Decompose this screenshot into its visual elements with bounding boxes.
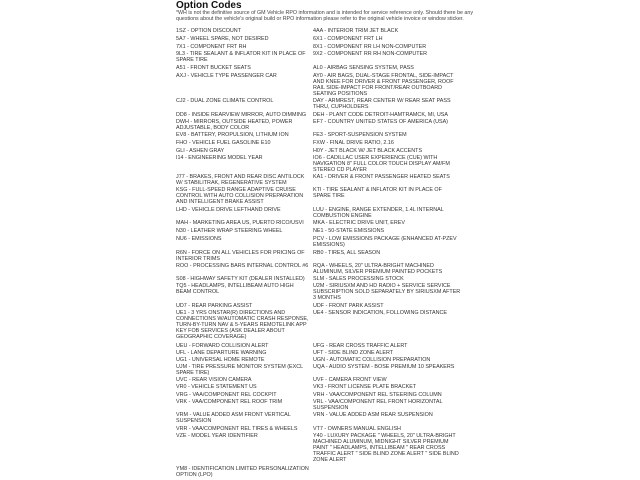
option-code-right: MKA - ELECTRIC DRIVE UNIT, EREV: [313, 220, 405, 226]
option-code-right: VRH - VAA/COMPONENT REL STEERING COLUMN: [313, 392, 442, 398]
option-code-left: EV8 - BATTERY, PROPULSION, LITHIUM ION: [176, 132, 289, 138]
option-code-left: DWH - MIRRORS, OUTSIDE HEATED, POWER ADJUSTABLE, BODY COLOR: [176, 119, 294, 131]
option-code-right: UDF - FRONT PARK ASSIST: [313, 303, 384, 309]
option-code-left: VRG - VAA/COMPONENT REL COCKPIT: [176, 392, 277, 398]
option-code-left: YM8 - IDENTIFICATION LIMITED PERSONALIZATION OPTION (LPO): [176, 466, 311, 478]
option-code-right: U2M - SIRIUSXM AND HD RADIO + SERVICE SERVICE SUBSCRIPTION SOLD SEPARATELY BY SIRIUSXM AFTER 3 MONTHS: [313, 283, 462, 301]
option-code-left: R6N - FORCE ON ALL VEHICLES FOR PRICING OF INTERIOR TRIMS: [176, 250, 307, 262]
option-code-left: UEU - FORWARD COLLISION ALERT: [176, 343, 269, 349]
option-code-left: VRM - VALUE ADDED ASM FRONT VERTICAL SUSPENSION: [176, 412, 293, 424]
option-code-right: UVF - CAMERA FRONT VIEW: [313, 377, 387, 383]
option-code-right: UFT - SIDE BLIND ZONE ALERT: [313, 350, 394, 356]
option-code-left: AXJ - VEHICLE TYPE PASSENGER CAR: [176, 73, 277, 79]
option-code-right: EF7 - COUNTRY UNITED STATES OF AMERICA (USA): [313, 119, 448, 125]
option-code-right: 9X2 - COMPONENT RR RH NON-COMPUTER: [313, 51, 428, 57]
option-code-left: VR0 - VEHICLE STATEMENT US: [176, 384, 257, 390]
option-code-right: SLM - SALES PROCESSING STOCK: [313, 276, 404, 282]
option-code-left: UJM - TIRE PRESSURE MONITOR SYSTEM (EXCL SPARE TIRE): [176, 364, 305, 376]
option-code-left: UE1 - 3 YRS ONSTAR(R) DIRECTIONS AND CONNECTIONS W/AUTOMATIC CRASH RESPONSE, TURN-BY-TURN NAV & 5-YEARS REMOTELINK APP KEY FOB SERVICES (ASK DEALER ABOUT GEOGRAPHIC COVERAGE): [176, 310, 310, 340]
option-code-right: 6X1 - COMPONENT FRT LH: [313, 36, 383, 42]
option-code-left: UVC - REAR VISION CAMERA: [176, 377, 252, 383]
option-code-right: 4AA - INTERIOR TRIM JET BLACK: [313, 28, 399, 34]
option-code-right: PCV - LOW EMISSIONS PACKAGE (ENHANCED AT-PZEV EMISSIONS): [313, 236, 459, 248]
page-title: Option Codes: [176, 0, 242, 11]
option-code-right: VRN - VALUE ADDED ASM REAR SUSPENSION: [313, 412, 433, 418]
option-code-right: DEH - PLANT CODE DETROIT-HAMTRAMCK, MI, USA: [313, 112, 448, 118]
option-code-right: H0Y - JET BLACK W/ JET BLACK ACCENTS: [313, 148, 423, 154]
option-code-right: FXW - FINAL DRIVE RATIO, 2.16: [313, 140, 394, 146]
option-code-right: AY0 - AIR BAGS, DUAL-STAGE FRONTAL, SIDE-IMPACT AND KNEE FOR DRIVER & FRONT PASSENGER, ROOF RAIL SIDE-IMPACT FOR FRONT/REAR OUTBOARD SEATING POSITIONS: [313, 73, 456, 97]
option-code-left: GLI - ASHEN GRAY: [176, 148, 225, 154]
option-code-left: UD7 - REAR PARKING ASSIST: [176, 303, 253, 309]
disclaimer-text: *WH is not the definitive source of GM Vehicle RPO information and is intended for service reference only. Should there be any questions about the vehicle's original build or RPO information please refer to the original vehicle invoice or window sticker.: [176, 10, 473, 22]
option-code-left: 5A7 - WHEEL SPARE, NOT DESIRED: [176, 36, 269, 42]
option-code-left: S08 - HIGHWAY SAFETY KIT (DEALER INSTALLED): [176, 276, 305, 282]
option-code-right: UQA - AUDIO SYSTEM - BOSE PREMIUM 10 SPEAKERS: [313, 364, 455, 370]
option-code-left: UG1 - UNIVERSAL HOME REMOTE: [176, 357, 265, 363]
option-code-left: ROO - PROCESSING BARS INTERNAL CONTROL #6: [176, 263, 309, 269]
option-code-left: I14 - ENGINEERING MODEL YEAR: [176, 155, 263, 161]
option-code-right: AL0 - AIRBAG SENSING SYSTEM, PASS: [313, 65, 414, 71]
option-code-left: LHD - VEHICLE DRIVE LEFTHAND DRIVE: [176, 207, 281, 213]
option-code-right: VT7 - OWNERS MANUAL ENGLISH: [313, 426, 401, 432]
option-code-right: UE4 - SENSOR INDICATION, FOLLOWING DISTANCE: [313, 310, 447, 316]
option-code-right: VRL - VAA/COMPONENT REL FRONT HORIZONTAL SUSPENSION: [313, 399, 444, 411]
option-code-right: FE3 - SPORT-SUSPENSION SYSTEM: [313, 132, 407, 138]
option-code-left: DD8 - INSIDE REARVIEW MIRROR, AUTO DIMMING: [176, 112, 307, 118]
option-code-right: KA1 - DRIVER & FRONT PASSENGER HEATED SEATS: [313, 174, 450, 180]
option-code-right: RQA - WHEELS, 20" ULTRA-BRIGHT MACHINED ALUMINUM, SILVER PREMIUM PAINTED POCKETS: [313, 263, 443, 275]
option-code-right: KTI - TIRE SEALANT & INFLATOR KIT IN PLACE OF SPARE TIRE: [313, 187, 444, 199]
option-code-left: NU6 - EMISSIONS: [176, 236, 222, 242]
option-code-left: KSG - FULL-SPEED RANGE ADAPTIVE CRUISE CONTROL WITH AUTO COLLISION PREPARATION AND INTELLIGENT BRAKE ASSIST: [176, 187, 305, 205]
option-code-left: 7X1 - COMPONENT FRT RH: [176, 44, 247, 50]
option-code-left: TQ5 - HEADLAMPS, INTELLIBEAM AUTO HIGH BEAM CONTROL: [176, 283, 296, 295]
option-code-left: VRK - VAA/COMPONENT REL ROOF TRIM: [176, 399, 283, 405]
option-code-left: VZE - MODEL YEAR IDENTIFIER: [176, 433, 258, 439]
option-code-right: 8X1 - COMPONENT RR LH NON-COMPUTER: [313, 44, 427, 50]
option-code-left: UFL - LANE DEPARTURE WARNING: [176, 350, 267, 356]
option-code-right: DAY - ARMREST, REAR CENTER W/ REAR SEAT PASS THRU, CUPHOLDERS: [313, 98, 452, 110]
option-code-left: 1SZ - OPTION DISCOUNT: [176, 28, 241, 34]
option-code-right: LUU - ENGINE, RANGE EXTENDER, 1.4L INTERNAL COMBUSTION ENGINE: [313, 207, 446, 219]
option-code-left: VRR - VAA/COMPONENT REL TIRES & WHEELS: [176, 426, 298, 432]
option-code-right: IO6 - CADILLAC USER EXPERIENCE (CUE) WITH NAVIGATION 8" FULL COLOR TOUCH DISPLAY AM/FM STEREO CD PLAYER: [313, 155, 452, 173]
option-code-right: NE1 - 50-STATE EMISSIONS: [313, 228, 385, 234]
option-code-right: UFG - REAR CROSS TRAFFIC ALERT: [313, 343, 408, 349]
option-code-right: UGN - AUTOMATIC COLLISION PREPARATION: [313, 357, 431, 363]
option-code-right: Y40 - LUXURY PACKAGE " WHEELS, 20" ULTRA-BRIGHT MACHINED ALUMINUM, MIDNIGHT SILVER PREMIUM PAINT " HEADLAMPS, INTELLIBEAM " REAR CROSS TRAFFIC ALERT " SIDE BLIND ZONE ALERT " SIDE BLIND ZONE ALERT: [313, 433, 461, 463]
option-code-left: MAH - MARKETING AREA US, PUERTO RICO/USVI: [176, 220, 304, 226]
option-code-right: VK3 - FRONT LICENSE PLATE BRACKET: [313, 384, 417, 390]
option-code-left: J77 - BRAKES, FRONT AND REAR DISC ANTILOCK W/ STABILITRAK, REGENERATIVE SYSTEM: [176, 174, 306, 186]
option-code-right: RB0 - TIRES, ALL SEASON: [313, 250, 381, 256]
option-code-left: 9L3 - TIRE SEALANT & INFLATOR KIT IN PLACE OF SPARE TIRE: [176, 51, 308, 63]
option-code-left: A51 - FRONT BUCKET SEATS: [176, 65, 251, 71]
option-code-left: CJ2 - DUAL ZONE CLIMATE CONTROL: [176, 98, 274, 104]
option-code-left: FHO - VEHICLE FUEL GASOLINE E10: [176, 140, 271, 146]
option-code-left: N30 - LEATHER WRAP STEERING WHEEL: [176, 228, 283, 234]
